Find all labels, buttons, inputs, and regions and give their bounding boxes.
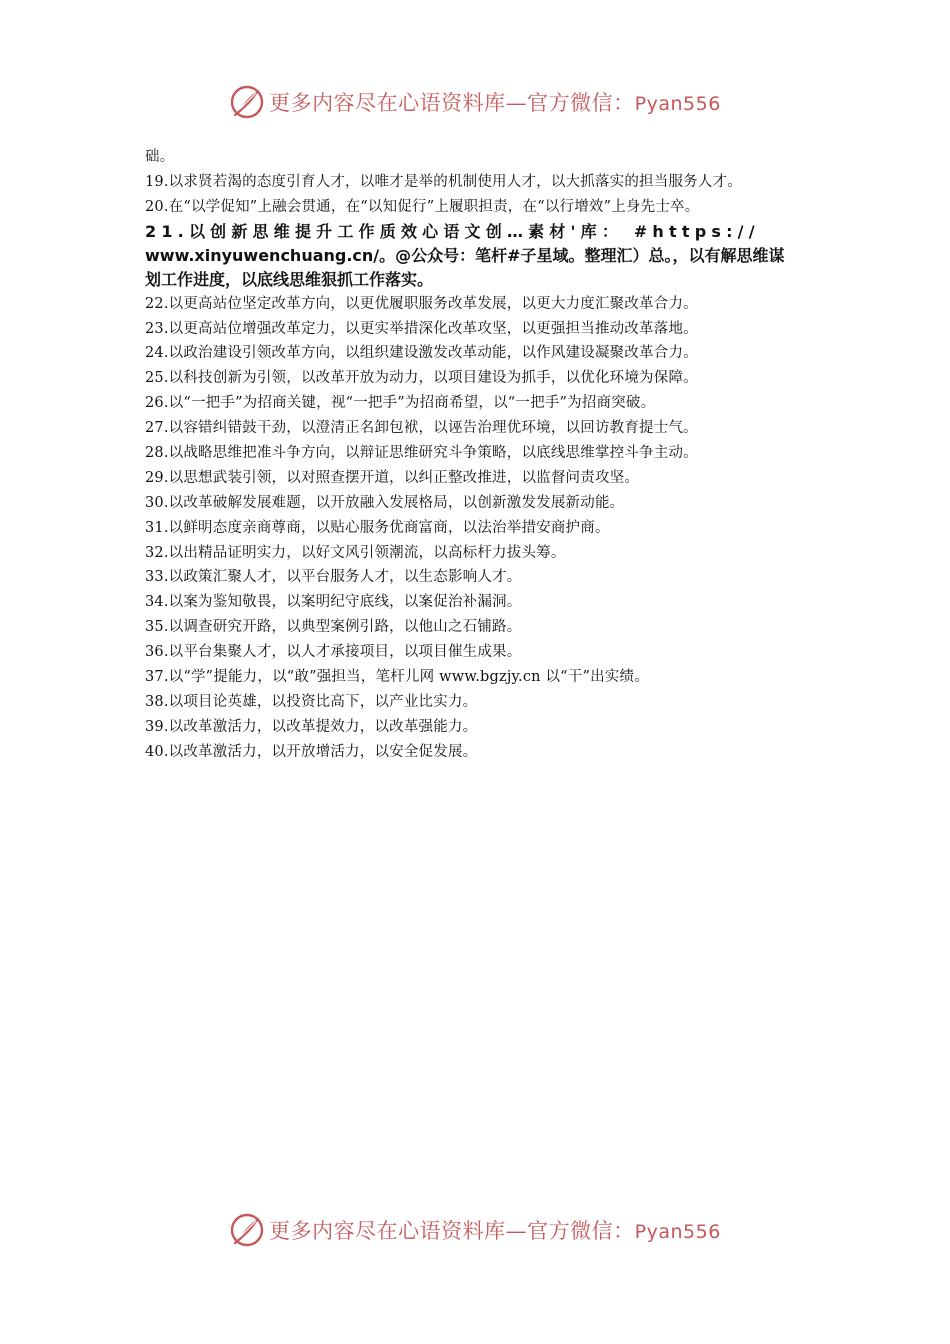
list-item-21 (145, 220, 810, 292)
list-item: 36.以平台集聚人才，以人才承接项目，以项目催生成果。 (145, 644, 522, 661)
list-item: 34.以案为鉴知敬畏，以案明纪守底线，以案促治补漏洞。 (145, 594, 522, 611)
list-item: 35.以调查研究开路，以典型案例引路，以他山之石铺路。 (145, 619, 522, 636)
header-banner (0, 80, 950, 124)
list-item: 30.以改革破解发展难题，以开放融入发展格局，以创新激发发展新动能。 (145, 494, 625, 511)
list-item: 22.以更高站位坚定改革方向，以更优履职服务改革发展，以更大力度汇聚改革合力。 (145, 295, 698, 312)
list-item: 29.以思想武装引领，以对照查摆开道，以纠正整改推进，以监督问责攻坚。 (145, 469, 640, 486)
footer-banner-label: 更多内容尽在心语资料库—官方微信： (269, 1219, 635, 1243)
list-item-21-line-2: www.xinyuwenchuang.cn/。@公众号：笔杆#子星域。整理汇）总。，以有解思维谋 (145, 245, 785, 265)
footer-banner (0, 1208, 950, 1252)
list-item: 25.以科技创新为引领，以改革开放为动力，以项目建设为抓手，以优化环境为保障。 (145, 370, 698, 387)
header-wechat-id: Pyan556 (634, 93, 721, 115)
header-banner-text (269, 87, 721, 117)
quill-logo-icon (229, 1212, 265, 1248)
list-item: 31.以鲜明态度亲商尊商，以贴心服务优商富商，以法治举措安商护商。 (145, 519, 610, 536)
list-item-21-line-3: 划工作进度，以底线思维狠抓工作落实。 (145, 269, 434, 289)
list-item: 39.以改革激活力，以改革提效力，以改革强能力。 (145, 718, 478, 735)
footer-wechat-id: Pyan556 (634, 1221, 721, 1243)
footer-banner-text (269, 1215, 721, 1245)
list-item: 26.以“一把手”为招商关键，视“一把手”为招商希望，以“一把手”为招商突破。 (145, 395, 656, 412)
list-item-21-line-1: 21.以创新思维提升工作质效心语文创…素材'库： #https:// (145, 221, 760, 241)
header-banner-label: 更多内容尽在心语资料库—官方微信： (269, 91, 635, 115)
list-item: 23.以更高站位增强改革定力，以更实举措深化改革攻坚，以更强担当推动改革落地。 (145, 320, 698, 337)
list-item: 27.以容错纠错鼓干劲，以澄清正名卸包袱，以诬告治理优环境，以回访教育提士气。 (145, 420, 698, 437)
list-item-19: 19.以求贤若渴的态度引育人才，以唯才是举的机制使用人才，以大抓落实的担当服务人才。 (145, 173, 742, 190)
list-item: 32.以出精品证明实力，以好文风引领潮流，以高标杆力拔头筹。 (145, 544, 566, 561)
list-item: 40.以改革激活力，以开放增活力，以安全促发展。 (145, 743, 478, 760)
list-item: 33.以政策汇聚人才，以平台服务人才，以生态影响人才。 (145, 569, 522, 586)
list-item-20: 20.在“以学促知”上融会贯通，在“以知促行”上履职担责，在“以行增效”上身先士卒。 (145, 198, 700, 215)
list-item: 28.以战略思维把准斗争方向，以辩证思维研究斗争策略，以底线思维掌控斗争主动。 (145, 445, 698, 462)
quill-logo-icon (229, 84, 265, 120)
list-item: 37.以“学”提能力，以“敢”强担当，笔杆儿网 www.bgzjy.cn 以“干”出实绩。 (145, 669, 649, 686)
continuation-line: 础。 (145, 149, 175, 165)
list-item: 24.以政治建设引领改革方向，以组织建设激发改革动能，以作风建设凝聚改革合力。 (145, 345, 698, 362)
list-item: 38.以项目论英雄，以投资比高下，以产业比实力。 (145, 693, 478, 710)
document-body (145, 145, 810, 765)
